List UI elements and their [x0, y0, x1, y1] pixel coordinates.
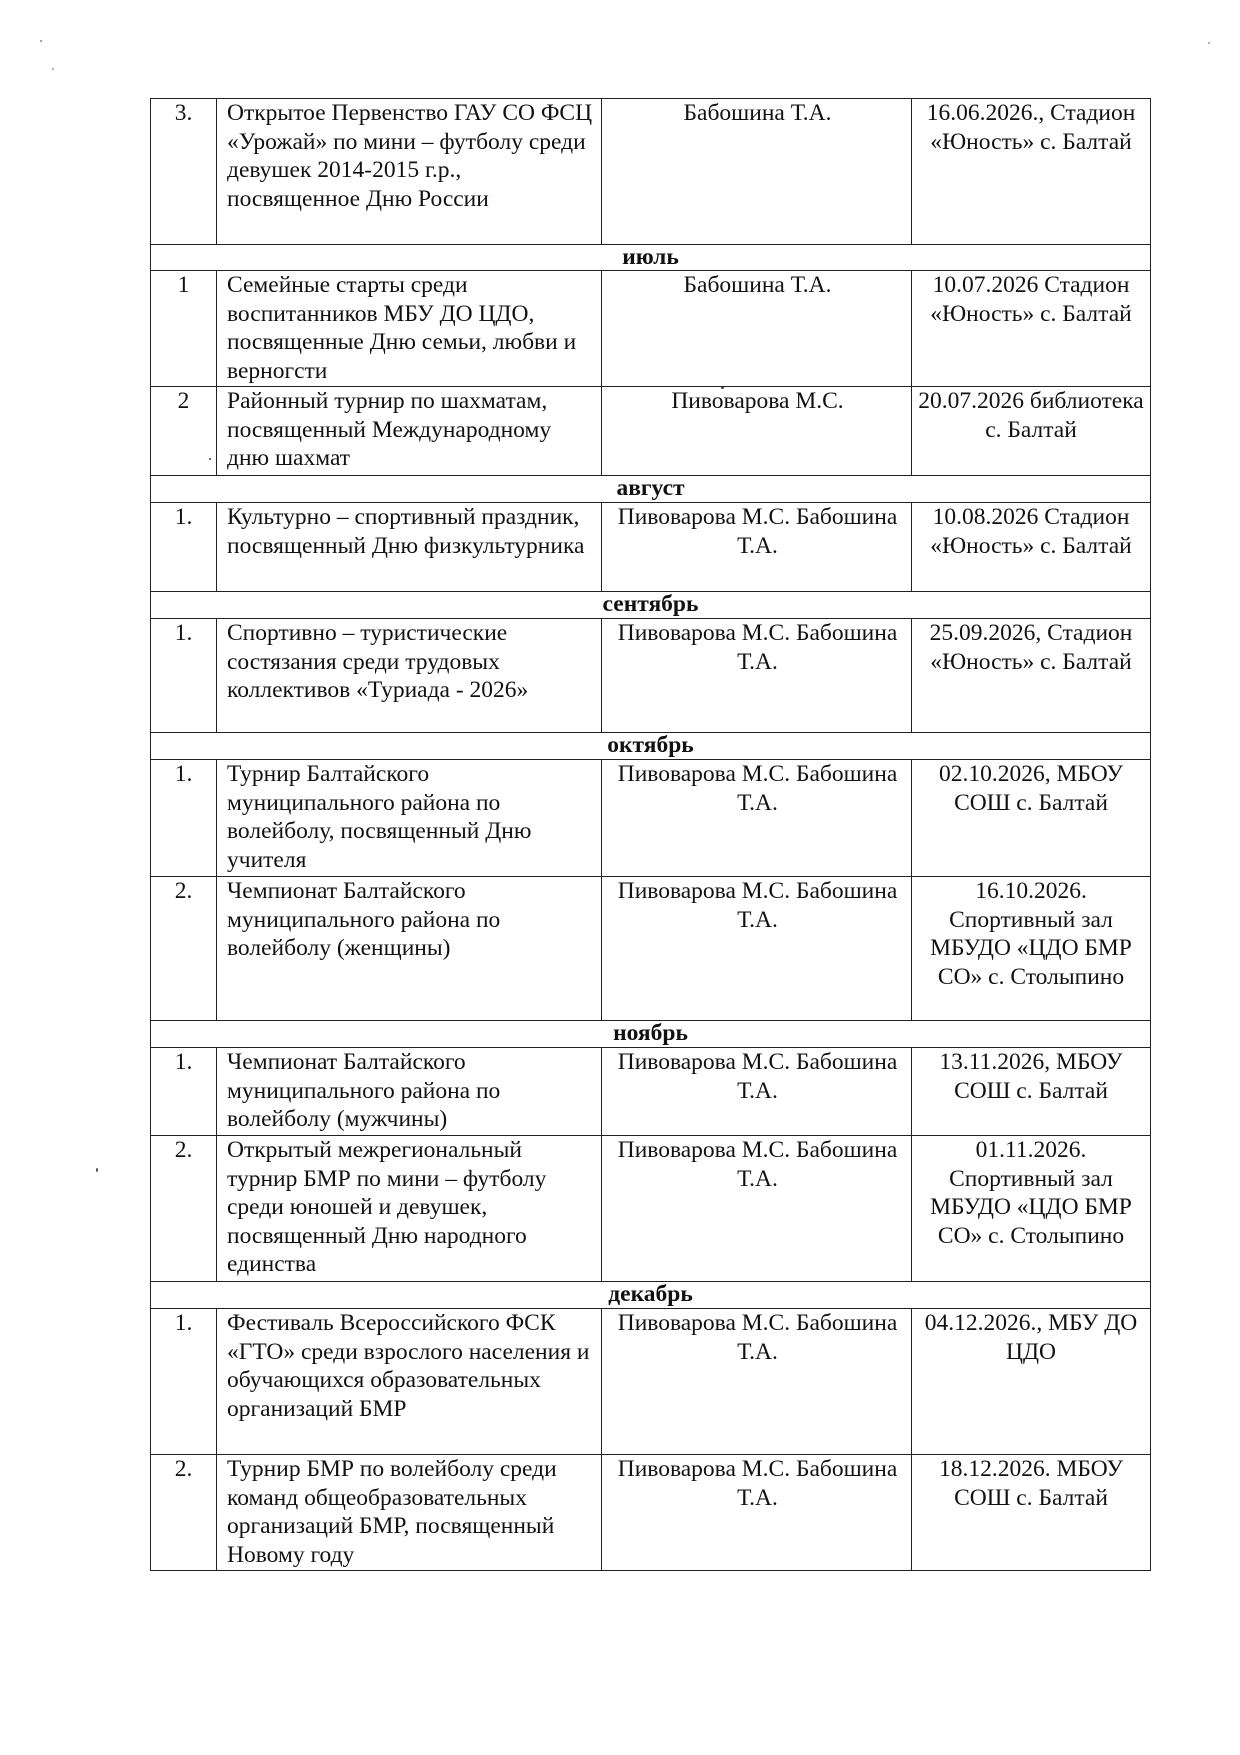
- month-label: июль: [151, 245, 1151, 271]
- table-row: [151, 1455, 1151, 1571]
- event-name: Открытый межрегиональный турнир БМР по мини – футболу среди юношей и девушек, посвященный Дню народного единства: [217, 1136, 602, 1282]
- table-row: [151, 877, 1151, 1021]
- scan-speck: [52, 68, 54, 70]
- month-header-row: [151, 733, 1151, 760]
- row-number: 1.: [151, 1048, 217, 1136]
- date-and-place: 16.10.2026. Спортивный зал МБУДО «ЦДО БМР СО» с. Столыпино: [912, 877, 1151, 1021]
- event-name: Чемпионат Балтайского муниципального района по волейболу (мужчины): [217, 1048, 602, 1136]
- date-and-place: 10.07.2026 Стадион «Юность» с. Балтай: [912, 271, 1151, 387]
- responsible-person: Пивоварова М.С.: [602, 387, 912, 476]
- date-and-place: 04.12.2026., МБУ ДО ЦДО: [912, 1309, 1151, 1455]
- event-name: Фестиваль Всероссийского ФСК «ГТО» среди взрослого населения и обучающихся образовательных организаций БМР: [217, 1309, 602, 1455]
- date-and-place: 25.09.2026, Стадион «Юность» с. Балтай: [912, 619, 1151, 733]
- event-name: Районный турнир по шахматам, посвященный Международному дню шахмат: [217, 387, 602, 476]
- date-and-place: 16.06.2026., Стадион «Юность» с. Балтай: [912, 99, 1151, 245]
- event-name: Культурно – спортивный праздник, посвященный Дню физкультурника: [217, 503, 602, 592]
- table-row: [151, 503, 1151, 592]
- month-header-row: [151, 476, 1151, 503]
- month-header-row: [151, 245, 1151, 271]
- row-number: 3.: [151, 99, 217, 245]
- scan-speck: [96, 1168, 98, 1172]
- event-name: Чемпионат Балтайского муниципального района по волейболу (женщины): [217, 877, 602, 1021]
- table-row: [151, 1309, 1151, 1455]
- date-and-place: 10.08.2026 Стадион «Юность» с. Балтай: [912, 503, 1151, 592]
- event-name: Спортивно – туристические состязания среди трудовых коллективов «Туриада - 2026»: [217, 619, 602, 733]
- row-number: 1.: [151, 760, 217, 877]
- scan-speck: [1208, 42, 1210, 44]
- month-header-row: [151, 592, 1151, 619]
- row-number: 1.: [151, 619, 217, 733]
- month-label: декабрь: [151, 1282, 1151, 1309]
- row-number: 1.: [151, 1309, 217, 1455]
- responsible-person: Пивоварова М.С. Бабошина Т.А.: [602, 1455, 912, 1571]
- responsible-person: Пивоварова М.С. Бабошина Т.А.: [602, 1136, 912, 1282]
- responsible-person: Бабошина Т.А.: [602, 99, 912, 245]
- date-and-place: 13.11.2026, МБОУ СОШ с. Балтай: [912, 1048, 1151, 1136]
- event-name: Турнир БМР по волейболу среди команд общеобразовательных организаций БМР, посвященный Новому году: [217, 1455, 602, 1571]
- row-number: 1: [151, 271, 217, 387]
- table-row: [151, 1136, 1151, 1282]
- table-row: [151, 271, 1151, 387]
- month-label: сентябрь: [151, 592, 1151, 619]
- table-row: [151, 387, 1151, 476]
- table-row: [151, 99, 1151, 245]
- responsible-person: Пивоварова М.С. Бабошина Т.А.: [602, 760, 912, 877]
- table-row: [151, 1048, 1151, 1136]
- responsible-person: Пивоварова М.С. Бабошина Т.А.: [602, 1048, 912, 1136]
- date-and-place: 18.12.2026. МБОУ СОШ с. Балтай: [912, 1455, 1151, 1571]
- scan-speck: [40, 40, 42, 42]
- event-name: Открытое Первенство ГАУ СО ФСЦ «Урожай» по мини – футболу среди девушек 2014-2015 г.р., посвященное Дню России: [217, 99, 602, 245]
- row-number: 2.: [151, 877, 217, 1021]
- month-header-row: [151, 1282, 1151, 1309]
- row-number: 1.: [151, 503, 217, 592]
- month-label: октябрь: [151, 733, 1151, 760]
- responsible-person: Пивоварова М.С. Бабошина Т.А.: [602, 619, 912, 733]
- events-schedule-table: [150, 98, 1151, 1571]
- month-label: август: [151, 476, 1151, 503]
- responsible-person: Пивоварова М.С. Бабошина Т.А.: [602, 503, 912, 592]
- event-name: Семейные старты среди воспитанников МБУ ДО ЦДО, посвященные Дню семьи, любви и верногсти: [217, 271, 602, 387]
- responsible-person: Пивоварова М.С. Бабошина Т.А.: [602, 877, 912, 1021]
- month-header-row: [151, 1021, 1151, 1048]
- responsible-person: Бабошина Т.А.: [602, 271, 912, 387]
- table-row: [151, 760, 1151, 877]
- date-and-place: 20.07.2026 библиотека с. Балтай: [912, 387, 1151, 476]
- month-label: ноябрь: [151, 1021, 1151, 1048]
- row-number: 2.: [151, 1136, 217, 1282]
- date-and-place: 01.11.2026. Спортивный зал МБУДО «ЦДО БМР СО» с. Столыпино: [912, 1136, 1151, 1282]
- table-row: [151, 619, 1151, 733]
- date-and-place: 02.10.2026, МБОУ СОШ с. Балтай: [912, 760, 1151, 877]
- row-number: 2: [151, 387, 217, 476]
- event-name: Турнир Балтайского муниципального района по волейболу, посвященный Дню учителя: [217, 760, 602, 877]
- row-number: 2.: [151, 1455, 217, 1571]
- responsible-person: Пивоварова М.С. Бабошина Т.А.: [602, 1309, 912, 1455]
